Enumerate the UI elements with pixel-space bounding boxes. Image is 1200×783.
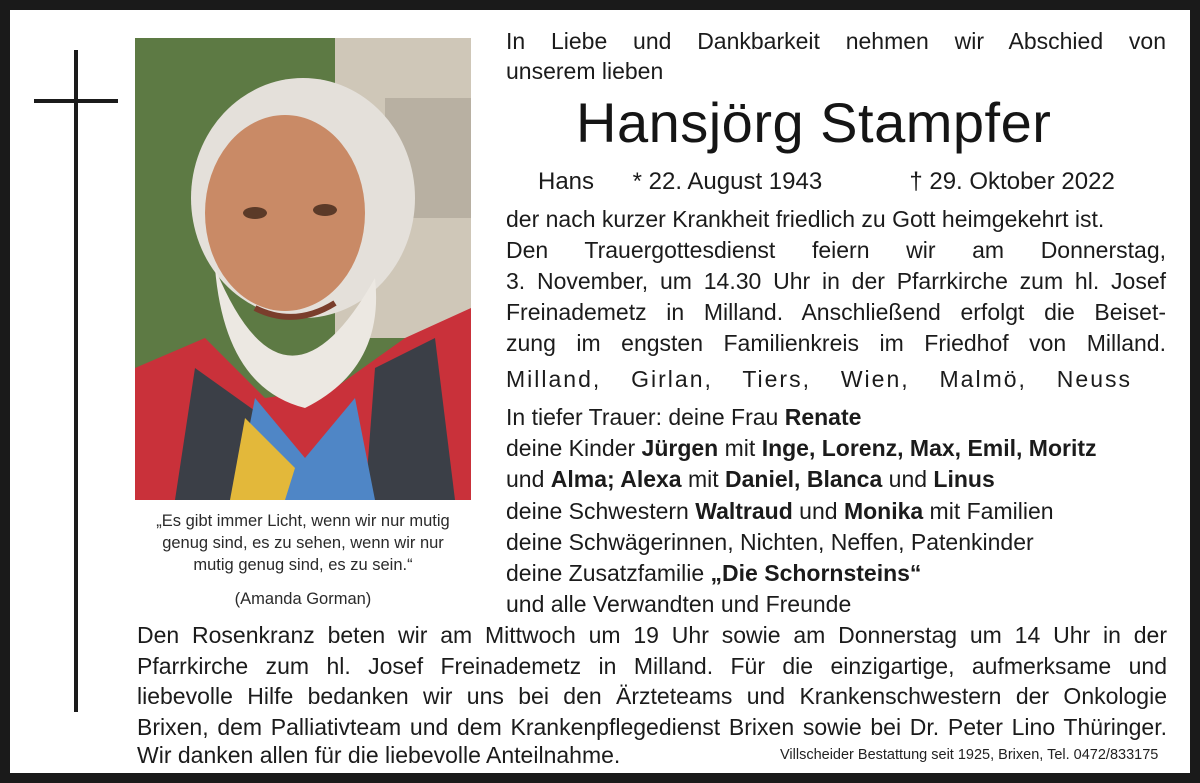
text-line: Den Rosenkranz beten wir am Mittwoch um 19 Uhr sowie am Donnerstag um 14 Uhr in der (137, 622, 1167, 648)
mourner-text: mit Familien (923, 497, 1054, 524)
quote-author: (Amanda Gorman) (234, 590, 372, 608)
text-line: der nach kurzer Krankheit friedlich zu Gott heimgekehrt ist. (506, 206, 1105, 232)
deceased-name: Hansjörg Stampfer (576, 91, 1052, 154)
obituary-card (10, 10, 1190, 773)
mourner-line (506, 433, 1097, 464)
places-line: Milland, Girlan, Tiers, Wien, Malmö, Neuss (506, 366, 1132, 392)
quote-line: „Es gibt immer Licht, wenn wir nur mutig (156, 512, 450, 530)
text-line: Brixen, dem Palliativteam und dem Krankenpflegedienst Brixen sowie bei Dr. Peter Lino Thüringer. (137, 713, 1167, 740)
intro-text (506, 26, 1166, 86)
mourner-line (506, 402, 1097, 433)
text-line: 3. November, um 14.30 Uhr in der Pfarrkirche zum hl. Josef (506, 268, 1166, 294)
closing-text (137, 620, 1167, 742)
quote-block (130, 510, 476, 576)
mourners-list (506, 402, 1097, 620)
mourner-text: In tiefer Trauer: deine Frau (506, 404, 785, 430)
announcement-text (506, 204, 1166, 359)
portrait-photo (135, 38, 471, 500)
mourner-text: mit (718, 435, 762, 462)
mourner-text: deine Zusatzfamilie (506, 560, 711, 587)
thanks-line: Wir danken allen für die liebevolle Anteilnahme. (137, 742, 621, 768)
mourner-text: und (882, 466, 934, 493)
quote-line: mutig genug sind, es zu sein.“ (193, 556, 413, 574)
intro-line: In Liebe und Dankbarkeit nehmen wir Abschied von (506, 28, 1166, 54)
mourner-line (506, 464, 1097, 495)
mourner-text: deine Schwägerinnen, Nichten, Neffen, Patenkinder (506, 528, 1034, 555)
life-dates (538, 168, 1115, 196)
text-line: Pfarrkirche zum hl. Josef Freinademetz in Milland. Für die einzigartige, aufmerksame und (137, 652, 1167, 679)
mourner-text: deine Kinder (506, 435, 642, 462)
mourner-text: und alle Verwandten und Freunde (506, 591, 852, 618)
cross-symbol-bar (34, 99, 118, 103)
mourner-name: Daniel, Blanca (725, 466, 883, 493)
portrait-illustration (135, 38, 471, 500)
mourner-name: Renate (784, 404, 862, 430)
mourner-name: Waltraud (695, 497, 793, 524)
mourner-line (506, 527, 1097, 558)
mourner-text: und (792, 497, 844, 524)
funeral-home-footer: Villscheider Bestattung seit 1925, Brixen, Tel. 0472/833175 (780, 747, 1159, 763)
mourner-line (506, 558, 1097, 589)
nickname: Hans (538, 168, 595, 195)
mourner-line (506, 496, 1097, 527)
mourner-name: „Die Schornsteins“ (710, 560, 922, 587)
text-line: Den Trauergottesdienst feiern wir am Donnerstag, (506, 237, 1166, 263)
mourner-name: Linus (933, 466, 995, 493)
mourner-line (506, 589, 1097, 620)
cross-symbol (74, 50, 78, 712)
mourner-name: Jürgen (641, 435, 719, 462)
mourner-name: Monika (843, 497, 924, 524)
text-line: Freinademetz in Milland. Anschließend erfolgt die Beiset- (506, 299, 1166, 325)
mourner-text: deine Schwestern (506, 497, 696, 524)
death-date: † 29. Oktober 2022 (909, 168, 1115, 195)
text-line: zung im engsten Familienkreis im Friedhof von Milland. (506, 330, 1166, 356)
intro-line: unserem lieben (506, 58, 664, 84)
text-line: liebevolle Hilfe bedanken wir uns bei den Ärzteteams und Krankenschwestern der Onkologie (137, 683, 1167, 709)
mourner-name: Alma; Alexa (550, 466, 682, 493)
birth-date: * 22. August 1943 (632, 168, 823, 195)
mourner-text: und (506, 466, 551, 493)
mourner-text: mit (681, 466, 726, 493)
quote-line: genug sind, es zu sehen, wenn wir nur (162, 534, 444, 552)
mourner-name: Inge, Lorenz, Max, Emil, Moritz (761, 435, 1097, 462)
